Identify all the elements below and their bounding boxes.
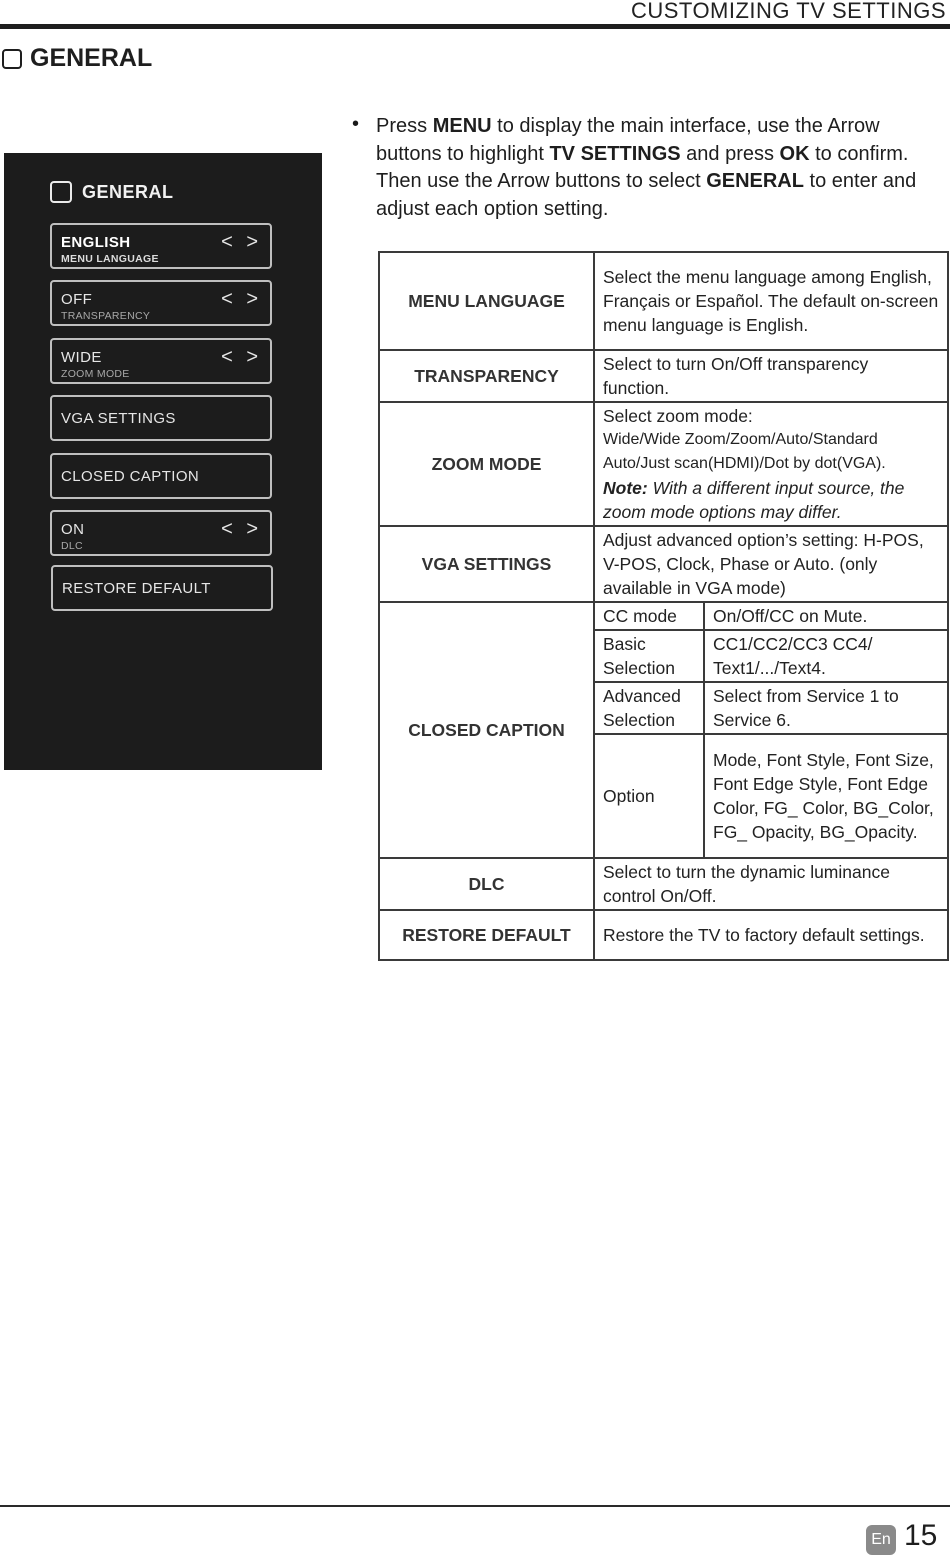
left-right-arrows-icon: < > xyxy=(221,288,262,310)
zoom-options: Wide/Wide Zoom/Zoom/Auto/Standard Auto/Just scan(HDMI)/Dot by dot(VGA). xyxy=(603,431,886,472)
bullet-marker: • xyxy=(352,113,360,135)
sub-row-name: Advanced Selection xyxy=(594,682,704,734)
header-rule xyxy=(0,24,950,29)
language-badge: En xyxy=(866,1525,896,1555)
table-row xyxy=(379,602,948,630)
page-header-title: CUSTOMIZING TV SETTINGS xyxy=(630,0,946,23)
sub-row-name: CC mode xyxy=(594,602,704,630)
square-outline-icon xyxy=(50,181,72,203)
tv-menu-item-menu-language xyxy=(50,223,272,269)
tv-menu-item-value: VGA SETTINGS xyxy=(61,410,176,427)
instruction-keyword: OK xyxy=(779,142,810,165)
note-text: With a different input source, the zoom mode options may differ. xyxy=(603,478,905,522)
table-row xyxy=(379,910,948,960)
sub-row-value: On/Off/CC on Mute. xyxy=(704,602,948,630)
tv-menu-item-value: ENGLISH xyxy=(61,234,131,251)
tv-menu-item-value: CLOSED CAPTION xyxy=(61,468,200,485)
footer-rule xyxy=(0,1505,950,1507)
instruction-text: and press xyxy=(680,142,780,165)
sub-row-value: CC1/CC2/CC3 CC4/ Text1/.../Text4. xyxy=(704,630,948,682)
instruction-text: Press xyxy=(376,115,433,137)
left-right-arrows-icon: < > xyxy=(221,518,262,540)
sub-row-value: Select from Service 1 to Service 6. xyxy=(704,682,948,734)
section-title: GENERAL xyxy=(30,44,153,72)
row-description: Select the menu language among English, Français or Español. The default on-screen menu language is English. xyxy=(594,252,948,350)
tv-menu-item-label: TRANSPARENCY xyxy=(61,310,151,322)
tv-menu-item-dlc xyxy=(50,510,272,556)
tv-menu-item-value: OFF xyxy=(61,291,93,308)
zoom-note xyxy=(603,476,939,524)
row-label: ZOOM MODE xyxy=(379,402,594,526)
row-description xyxy=(594,402,948,526)
sub-row-value: Mode, Font Style, Font Size, Font Edge Style, Font Edge Color, FG_ Color, BG_Color, FG_ Opacity, BG_Opacity. xyxy=(704,734,948,858)
instruction-text: to confirm. Then use the Arrow buttons to select xyxy=(376,142,909,192)
left-right-arrows-icon: < > xyxy=(221,346,262,368)
instruction-keyword: GENERAL xyxy=(706,170,804,192)
tv-menu-item-closed-caption xyxy=(50,453,272,499)
table-row xyxy=(379,526,948,602)
note-label: Note: xyxy=(603,478,648,498)
tv-menu-item-label: MENU LANGUAGE xyxy=(61,253,159,265)
instruction-text: to enter and adjust each option setting. xyxy=(376,170,917,220)
row-description: Adjust advanced option’s setting: H-POS, V-POS, Clock, Phase or Auto. (only available in VGA mode) xyxy=(594,526,948,602)
sub-row-name: Option xyxy=(594,734,704,858)
square-outline-icon xyxy=(2,49,22,69)
page-number: 15 xyxy=(904,1519,938,1552)
zoom-intro: Select zoom mode: xyxy=(603,406,753,426)
row-description: Restore the TV to factory default settings. xyxy=(594,910,948,960)
left-right-arrows-icon: < > xyxy=(221,231,262,253)
tv-menu-item-value: WIDE xyxy=(61,349,102,366)
row-description: Select to turn the dynamic luminance control On/Off. xyxy=(594,858,948,910)
tv-menu-item-label: DLC xyxy=(61,540,83,552)
row-label: RESTORE DEFAULT xyxy=(379,910,594,960)
tv-menu-item-value: ON xyxy=(61,521,85,538)
tv-menu-item-zoom-mode xyxy=(50,338,272,384)
row-label: DLC xyxy=(379,858,594,910)
tv-menu-item-restore-default xyxy=(51,565,273,611)
tv-menu-header xyxy=(50,181,174,203)
table-row xyxy=(379,252,948,350)
row-label: TRANSPARENCY xyxy=(379,350,594,402)
table-row xyxy=(379,858,948,910)
instruction-keyword: MENU xyxy=(432,115,492,137)
tv-menu-item-vga-settings xyxy=(50,395,272,441)
table-row xyxy=(379,350,948,402)
settings-table xyxy=(378,251,949,961)
row-label: MENU LANGUAGE xyxy=(379,252,594,350)
row-label: VGA SETTINGS xyxy=(379,526,594,602)
instruction-keyword: TV SETTINGS xyxy=(549,142,681,165)
sub-row-name: Basic Selection xyxy=(594,630,704,682)
tv-menu-screenshot xyxy=(4,153,322,770)
section-heading xyxy=(2,44,152,73)
row-label: CLOSED CAPTION xyxy=(379,602,594,858)
row-description: Select to turn On/Off transparency function. xyxy=(594,350,948,402)
tv-menu-item-transparency xyxy=(50,280,272,326)
tv-menu-item-label: ZOOM MODE xyxy=(61,368,130,380)
tv-menu-title: GENERAL xyxy=(82,181,174,202)
table-row xyxy=(379,402,948,526)
instruction-text: to display the main interface, use the Arrow buttons to highlight xyxy=(376,115,880,165)
tv-menu-item-value: RESTORE DEFAULT xyxy=(62,580,211,597)
instruction-paragraph xyxy=(376,113,936,223)
